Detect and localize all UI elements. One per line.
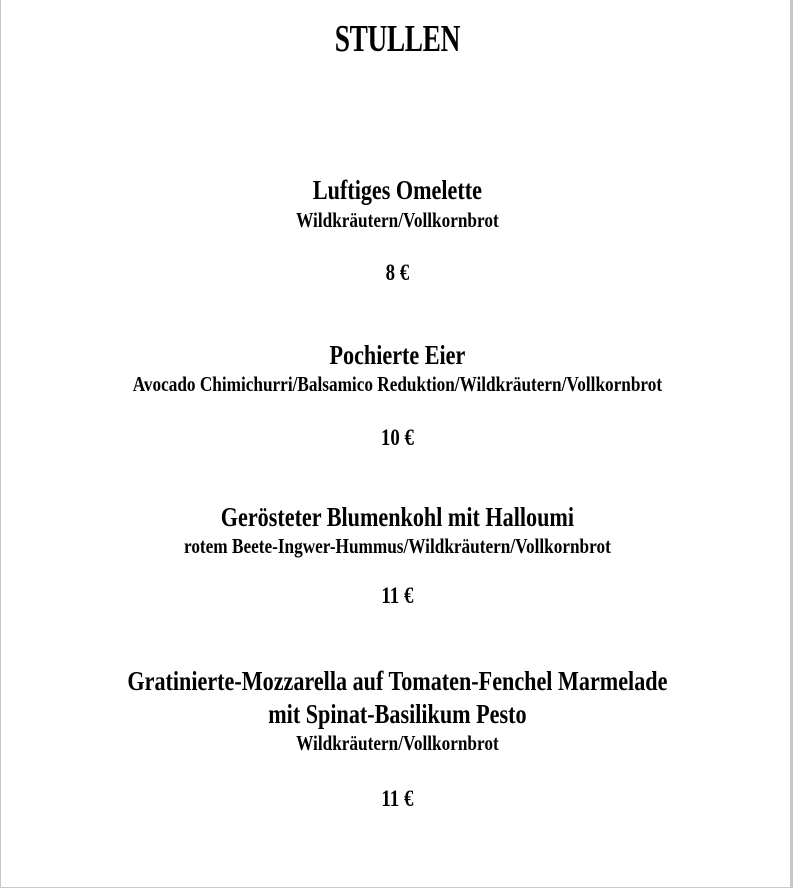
menu-item-description: Avocado Chimichurri/Balsamico Reduktion/Wildkräutern/Vollkornbrot: [132, 372, 663, 396]
menu-section-heading: STULLEN: [334, 18, 460, 60]
menu-item-name: Luftiges Omelette: [312, 175, 482, 205]
menu-item-name: Pochierte Eier: [329, 340, 466, 370]
menu-item-description: Wildkräutern/Vollkornbrot: [296, 208, 499, 232]
menu-item-price: 11 €: [381, 786, 414, 811]
menu-item-description: rotem Beete-Ingwer-Hummus/Wildkräutern/Vollkornbrot: [183, 534, 611, 558]
menu-item-price: 8 €: [385, 260, 410, 285]
menu-item-price: 11 €: [381, 583, 414, 608]
menu-item-price: 10 €: [380, 425, 414, 450]
menu-item-description: Wildkräutern/Vollkornbrot: [296, 731, 499, 755]
menu-item-name-line-1: Gratinierte-Mozzarella auf Tomaten-Fenchel Marmelade: [127, 666, 668, 696]
menu-item-name: Gerösteter Blumenkohl mit Halloumi: [220, 502, 575, 532]
menu-item-name-line-2: mit Spinat-Basilikum Pesto: [268, 699, 527, 729]
